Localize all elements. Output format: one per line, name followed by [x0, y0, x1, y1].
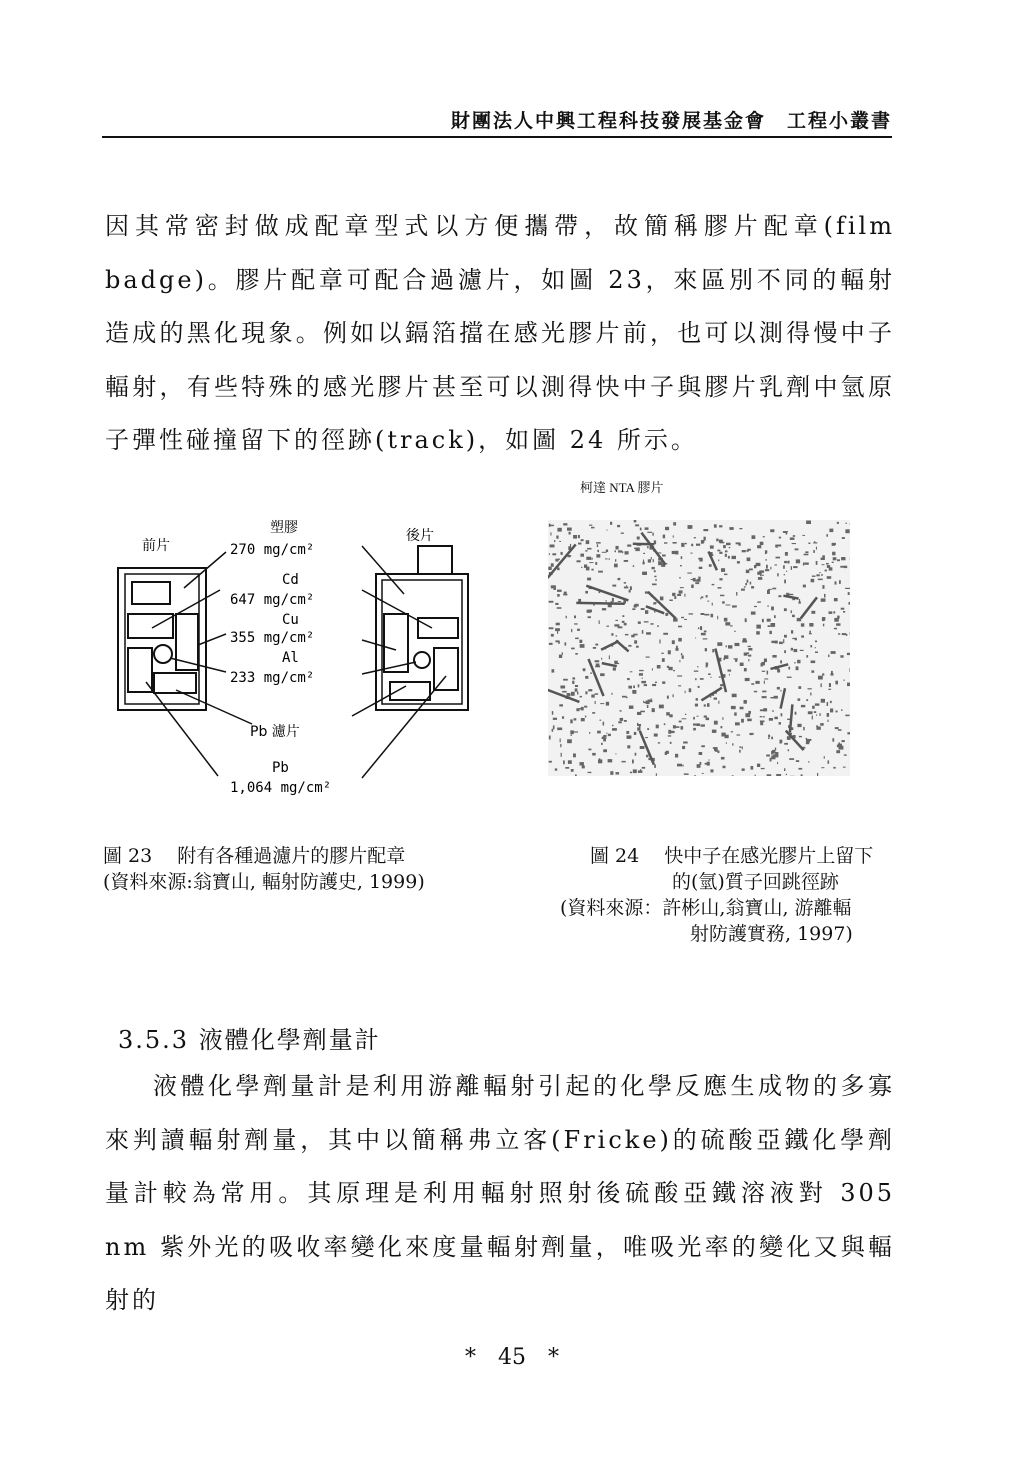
figure-24-caption-source: (資料來源：許彬山,翁寶山, 游離輻: [560, 897, 852, 919]
figure-24-caption: [560, 843, 950, 947]
label-cu-value: 355 mg/cm²: [230, 630, 315, 646]
body-paragraph-1: 因其常密封做成配章型式以方便攜帶，故簡稱膠片配章(film badge)。膠片配章可配合過濾片，如圖 23，來區別不同的輻射造成的黑化現象。例如以鎘箔擋在感光膠片前，也可以測得慢中子輻射，有些特殊的感光膠片甚至可以測得快中子與膠片乳劑中氫原子彈性碰撞留下的徑跡(track)，如圖 24 所示。: [105, 212, 895, 454]
label-cd-value: 647 mg/cm²: [230, 592, 315, 608]
page-number: * 45 *: [465, 1345, 559, 1370]
label-front: 前片: [142, 538, 170, 554]
body-paragraph-2: 液體化學劑量計是利用游離輻射引起的化學反應生成物的多寡來判讀輻射劑量，其中以簡稱弗立客(Fricke)的硫酸亞鐵化學劑量計較為常用。其原理是利用輻射照射後硫酸亞鐵溶液對 305 nm 紫外光的吸收率變化來度量輻射劑量，唯吸光率的變化又與輻射的: [105, 1072, 895, 1314]
label-plastic-value: 270 mg/cm²: [230, 542, 315, 558]
figure-24-track-photo: [548, 520, 850, 776]
label-al-value: 233 mg/cm²: [230, 670, 315, 686]
figure-24-caption-title: 圖 24 快中子在感光膠片上留下: [590, 845, 874, 867]
proton-track-image: [548, 520, 850, 776]
figure-23-caption-title: 圖 23 附有各種過濾片的膠片配章: [103, 845, 406, 867]
label-cu: Cu: [282, 612, 299, 628]
figure-24-caption-source-cont: 射防護實務, 1997): [690, 923, 853, 945]
figure-23-caption: [103, 843, 523, 895]
label-al: Al: [282, 650, 299, 666]
figure-23-caption-source: (資料來源:翁寶山, 輻射防護史, 1999): [103, 871, 425, 893]
figure-24-film-label: 柯達 NTA 膠片: [580, 480, 664, 495]
film-badge-diagram: [100, 510, 520, 810]
label-cd: Cd: [282, 572, 299, 588]
figure-24-caption-title-cont: 的(氫)質子回跳徑跡: [672, 871, 839, 893]
label-pb: Pb: [272, 760, 289, 776]
section-heading: 3.5.3 液體化學劑量計: [118, 1026, 381, 1054]
figure-23-film-badge-diagram: [100, 510, 520, 810]
running-header: 財團法人中興工程科技發展基金會 工程小叢書: [102, 110, 892, 138]
label-plastic: 塑膠: [270, 520, 298, 536]
label-back: 後片: [406, 528, 434, 544]
label-pb-value: 1,064 mg/cm²: [230, 780, 332, 796]
label-pb-filter: Pb 濾片: [250, 724, 300, 740]
